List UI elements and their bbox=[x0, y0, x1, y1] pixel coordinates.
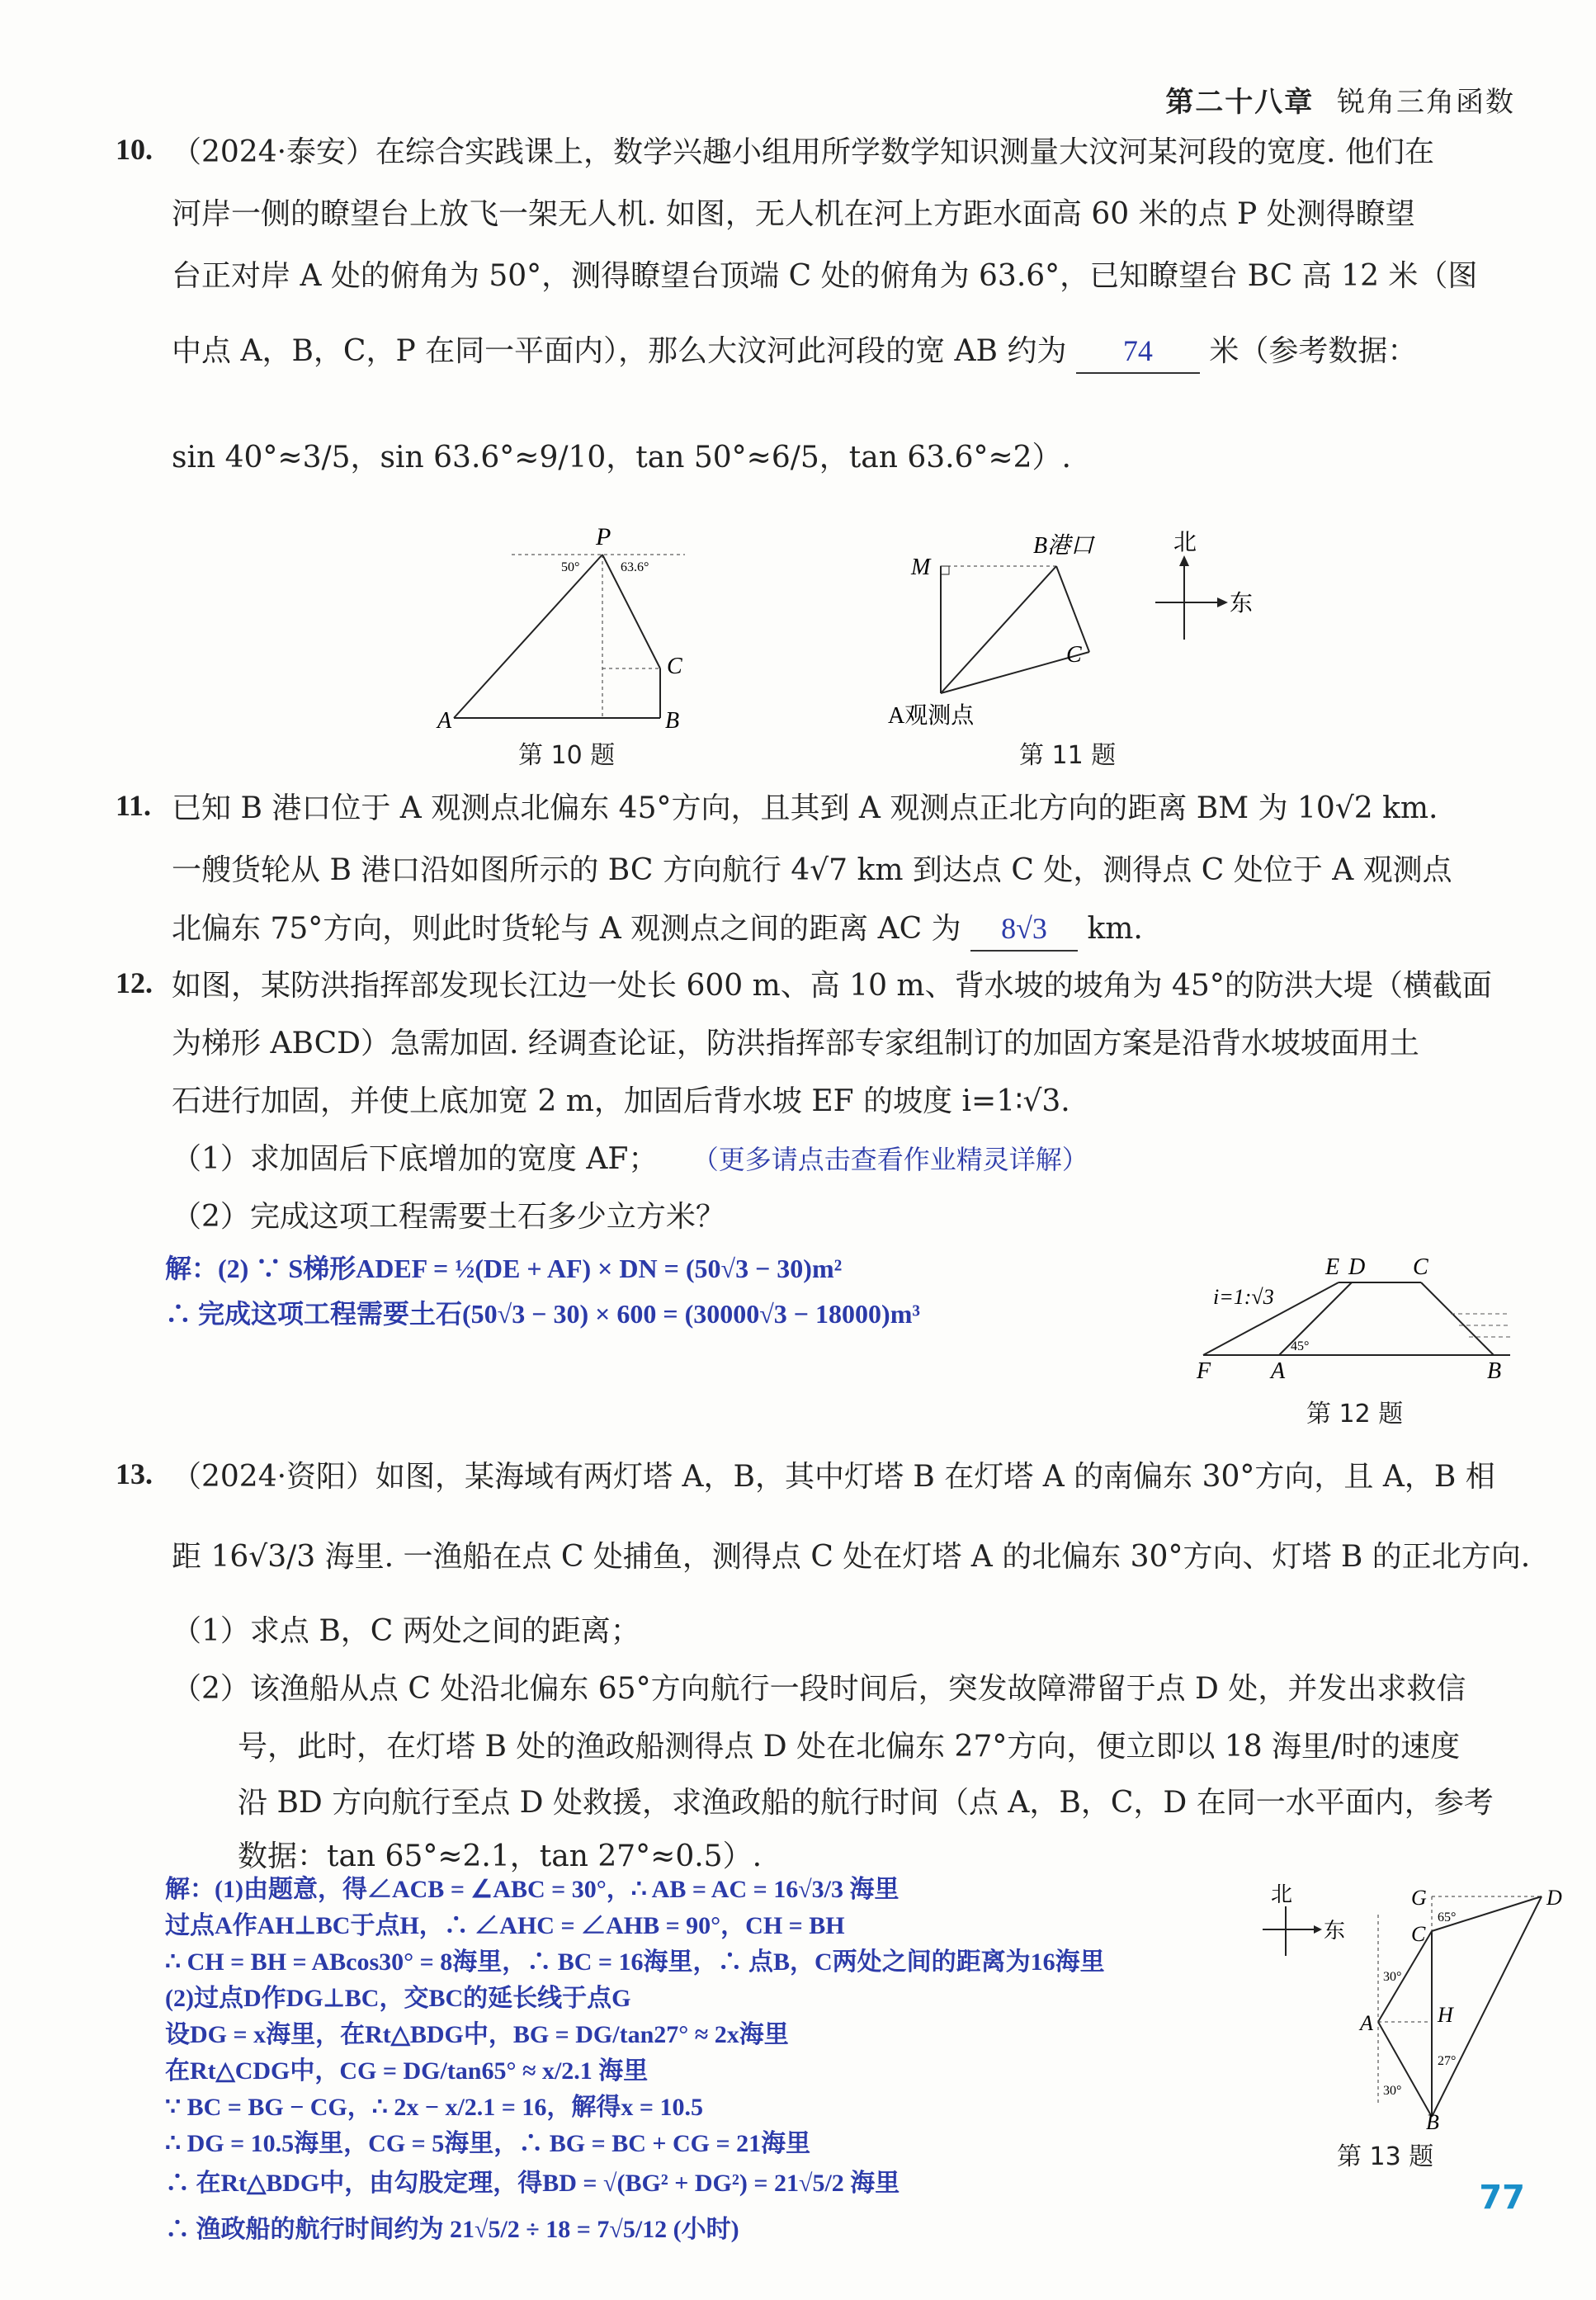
q12-line3: 石进行加固，并使上底加宽 2 m，加固后背水坡 EF 的坡度 i=1∶√3. bbox=[172, 1084, 1070, 1118]
q10-line5: sin 40°≈3/5，sin 63.6°≈9/10，tan 50°≈6/5，tan 63.6°≈2）. bbox=[172, 441, 1072, 475]
fig10-label-P: P bbox=[596, 523, 611, 550]
q13-number: 13. bbox=[116, 1457, 153, 1490]
fig11-line-AB bbox=[941, 566, 1056, 693]
q13-sub2-l2: 号，此时，在灯塔 B 处的渔政船测得点 D 处在北偏东 27°方向，便立即以 18 海里/时的速度 bbox=[238, 1730, 1461, 1764]
fig13-angle-27: 27° bbox=[1438, 2054, 1457, 2068]
q13-sub2-l1: （2）该渔船从点 C 处沿北偏东 65°方向航行一段时间后，突发故障滞留于点 D 处，并发出求救信 bbox=[172, 1672, 1466, 1706]
q11-line3 bbox=[172, 908, 1515, 952]
fig13-compass-arrow-icon bbox=[1314, 1925, 1322, 1934]
caption-13: 第 13 题 bbox=[1337, 2142, 1434, 2171]
fig13-label-H: H bbox=[1438, 2003, 1453, 2027]
figure-12 bbox=[1188, 1246, 1527, 1378]
fig12-slope: i=1:√3 bbox=[1213, 1285, 1274, 1309]
fig13-label-C: C bbox=[1411, 1922, 1426, 1946]
fig11-compass-north-icon bbox=[1179, 555, 1189, 566]
figure-10 bbox=[429, 520, 701, 743]
q13-sub2-l3: 沿 BD 方向航行至点 D 处救援，求渔政船的航行时间（点 A，B，C，D 在同一水平面内，参考 bbox=[238, 1786, 1494, 1820]
q13-line2: 距 16√3/3 海里. 一渔船在点 C 处捕鱼，测得点 C 处在灯塔 A 的北偏东 30°方向、灯塔 B 的正北方向. bbox=[172, 1540, 1531, 1574]
q11-line2: 一艘货轮从 B 港口沿如图所示的 BC 方向航行 4√7 km 到达点 C 处，测得点 C 处位于 A 观测点 bbox=[172, 853, 1452, 887]
q13-sol-3: ∴ CH = BH = ABcos30° = 8海里，∴ BC = 16海里，∴ 点B，C两处之间的距离为16海里 bbox=[165, 1948, 1105, 1976]
fig10-angle-50: 50° bbox=[561, 560, 580, 574]
fig13-angle-65: 65° bbox=[1438, 1910, 1457, 1925]
q13-sub2-l4: 数据：tan 65°≈2.1，tan 27°≈0.5）. bbox=[238, 1840, 763, 1873]
fig12-label-E: E bbox=[1325, 1254, 1340, 1280]
fig11-right-angle bbox=[941, 566, 949, 574]
chapter-title: 第二十八章 bbox=[1165, 86, 1315, 119]
q13-sol-6: 在Rt△CDG中，CG = DG/tan65° ≈ x/2.1 海里 bbox=[165, 2057, 649, 2085]
q13-sol-9: ∴ 在Rt△BDG中，由勾股定理，得BD = √(BG² + DG²) = 21√5/2 海里 bbox=[165, 2170, 900, 2197]
chapter-topic: 锐角三角函数 bbox=[1337, 86, 1515, 119]
fig13-angle-30a: 30° bbox=[1383, 1970, 1402, 1984]
q13-sol-5: 设DG = x海里，在Rt△BDG中，BG = DG/tan27° ≈ 2x海里 bbox=[165, 2021, 789, 2048]
fig12-label-A: A bbox=[1271, 1358, 1286, 1378]
q10-answer-blank[interactable] bbox=[1076, 330, 1200, 374]
fig11-east: 东 bbox=[1230, 591, 1254, 616]
q10-line1: （2024·泰安）在综合实践课上，数学兴趣小组用所学数学知识测量大汶河某河段的宽度. 他们在 bbox=[172, 135, 1434, 169]
fig10-label-A: A bbox=[437, 708, 452, 734]
q12-sub2: （2）完成这项工程需要土石多少立方米？ bbox=[172, 1200, 725, 1234]
q13-sol-4: (2)过点D作DG⊥BC，交BC的延长线于点G bbox=[165, 1985, 631, 2012]
fig13-north: 北 bbox=[1271, 1882, 1293, 1906]
q10-line4 bbox=[172, 330, 1515, 374]
q10-answer: 74 bbox=[1122, 334, 1153, 367]
fig11-label-C: C bbox=[1066, 642, 1082, 668]
q12-line2: 为梯形 ABCD）急需加固. 经调查论证，防洪指挥部专家组制订的加固方案是沿背水坡坡面用土 bbox=[172, 1027, 1419, 1060]
q12-number: 12. bbox=[116, 966, 153, 999]
q12-sub1-row bbox=[172, 1139, 1515, 1180]
q10-line4-post: 米（参考数据： bbox=[1209, 334, 1418, 368]
fig13-label-D: D bbox=[1546, 1886, 1562, 1910]
fig13-east: 东 bbox=[1324, 1919, 1346, 1943]
fig12-label-B: B bbox=[1487, 1358, 1502, 1378]
fig11-line-BC bbox=[1056, 566, 1089, 652]
fig11-compass-arrow-icon bbox=[1217, 597, 1228, 607]
q11-answer-blank[interactable] bbox=[970, 908, 1078, 952]
caption-12: 第 12 题 bbox=[1306, 1400, 1404, 1429]
fig13-label-B: B bbox=[1426, 2110, 1439, 2129]
fig13-label-G: G bbox=[1411, 1886, 1427, 1910]
fig10-label-C: C bbox=[667, 654, 682, 679]
figure-11 bbox=[883, 528, 1263, 734]
chapter-header bbox=[1165, 79, 1515, 120]
fig12-label-D: D bbox=[1348, 1254, 1366, 1280]
q12-solution-2: ∴ 完成这项工程需要土石(50√3 − 30) × 600 = (30000√3 − 18000)m³ bbox=[165, 1299, 920, 1329]
q13-sub1: （1）求点 B，C 两处之间的距离； bbox=[172, 1614, 640, 1648]
fig13-angle-30b: 30° bbox=[1383, 2084, 1402, 2098]
fig11-label-M: M bbox=[911, 555, 931, 580]
q11-line3-pre: 北偏东 75°方向，则此时货轮与 A 观测点之间的距离 AC 为 bbox=[172, 912, 961, 946]
q13-sol-8: ∴ DG = 10.5海里，CG = 5海里，∴ BG = BC + CG = 21海里 bbox=[165, 2130, 811, 2157]
caption-11: 第 11 题 bbox=[1019, 741, 1117, 770]
q13-sol-10: ∴ 渔政船的航行时间约为 21√5/2 ÷ 18 = 7√5/12 (小时) bbox=[165, 2216, 739, 2243]
fig11-label-A: A观测点 bbox=[888, 703, 975, 729]
fig12-line-CB bbox=[1421, 1282, 1494, 1355]
q10-line3: 台正对岸 A 处的俯角为 50°，测得瞭望台顶端 C 处的俯角为 63.6°，已知瞭望台 BC 高 12 米（图 bbox=[172, 259, 1478, 293]
fig10-label-B: B bbox=[665, 708, 680, 734]
q13-sol-1: 解：(1)由题意，得∠ACB = ∠ABC = 30°，∴ AB = AC = 16√3/3 海里 bbox=[165, 1876, 900, 1903]
fig10-line-PA bbox=[454, 555, 602, 718]
fig10-angle-63: 63.6° bbox=[621, 560, 649, 574]
q13-sol-7: ∵ BC = BG − CG，∴ 2x − x/2.1 = 16，解得x = 10.5 bbox=[165, 2094, 704, 2121]
q13-sol-2: 过点A作AH⊥BC于点H，∴ ∠AHC = ∠AHB = 90°，CH = BH bbox=[165, 1912, 845, 1939]
caption-10: 第 10 题 bbox=[518, 741, 616, 770]
fig13-line-AB bbox=[1378, 2022, 1432, 2117]
q12-more-link[interactable]: （更多请点击查看作业精灵详解） bbox=[692, 1144, 1088, 1175]
q10-number: 10. bbox=[116, 133, 153, 166]
q11-line3-post: km. bbox=[1087, 912, 1143, 946]
fig11-label-B: B港口 bbox=[1033, 533, 1094, 559]
fig12-label-C: C bbox=[1413, 1254, 1428, 1280]
q11-answer: 8√3 bbox=[1001, 912, 1047, 945]
fig12-label-F: F bbox=[1197, 1358, 1211, 1378]
fig12-angle: 45° bbox=[1291, 1339, 1310, 1353]
q11-line1: 已知 B 港口位于 A 观测点北偏东 45°方向，且其到 A 观测点正北方向的距离 BM 为 10√2 km. bbox=[172, 791, 1438, 825]
figure-13 bbox=[1246, 1882, 1576, 2129]
q12-sub1: （1）求加固后下底增加的宽度 AF； bbox=[172, 1142, 659, 1176]
fig13-label-A: A bbox=[1360, 2011, 1373, 2035]
q10-line4-pre: 中点 A，B，C，P 在同一平面内），那么大汶河此河段的宽 AB 约为 bbox=[172, 334, 1067, 368]
q10-line2: 河岸一侧的瞭望台上放飞一架无人机. 如图，无人机在河上方距水面高 60 米的点 P 处测得瞭望 bbox=[172, 197, 1415, 231]
q12-line1: 如图，某防洪指挥部发现长江边一处长 600 m、高 10 m、背水坡的坡角为 45°的防洪大堤（横截面 bbox=[172, 969, 1492, 1003]
q12-solution-1: 解：(2) ∵ S梯形ADEF = ½(DE + AF) × DN = (50√3 − 30)m² bbox=[165, 1254, 843, 1283]
q13-line1: （2024·资阳）如图，某海域有两灯塔 A，B，其中灯塔 B 在灯塔 A 的南偏东 30°方向，且 A，B 相 bbox=[172, 1460, 1495, 1494]
fig11-north: 北 bbox=[1173, 530, 1197, 555]
q11-number: 11. bbox=[116, 789, 152, 822]
page-number: 77 bbox=[1479, 2179, 1525, 2217]
